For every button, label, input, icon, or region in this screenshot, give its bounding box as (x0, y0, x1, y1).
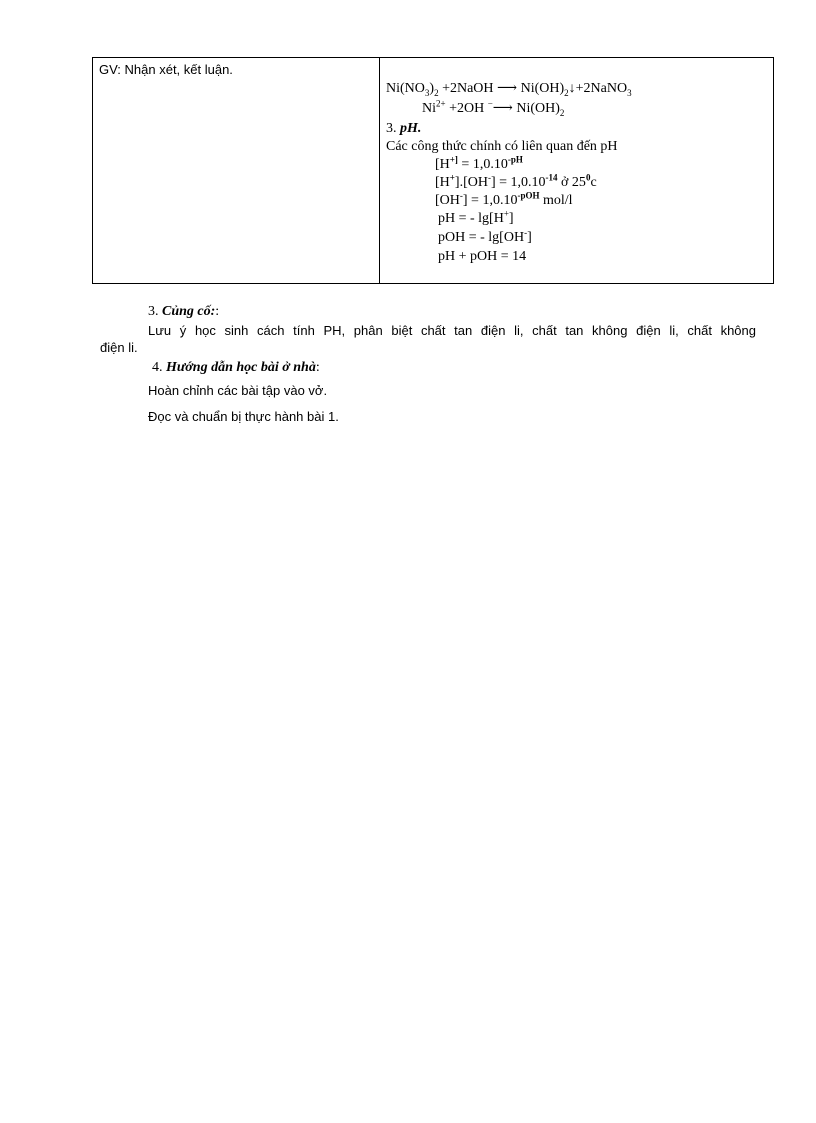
lesson-table (92, 57, 774, 284)
section-heading-consolidation: 3. Củng cố:: (148, 304, 220, 319)
reaction-arrow-icon: ⟶ (492, 101, 513, 116)
equation-ionic: $Ni^{2+} +2OH$ −⟶ $Ni(OH)_2$ (422, 98, 565, 118)
homework-item-1: Hoàn chỉnh các bài tập vào vở. (148, 383, 328, 398)
precipitate-arrow-icon: ↓ (568, 81, 576, 96)
section-heading-ph: 3. pH. (386, 121, 422, 136)
teacher-note: GV: Nhận xét, kết luận. (99, 62, 233, 77)
section-heading-homework: 4. Hướng dẫn học bài ở nhà: (152, 360, 320, 375)
consolidation-text-line1: Lưu ý học sinh cách tính PH, phân biệt chất tan điện li, chất tan không điện li, chất không (148, 323, 756, 338)
formula-poh: pOH = - lg[OH-] (438, 227, 532, 245)
formula-ph: pH = - lg[H+] (438, 208, 514, 226)
consolidation-text-line2: điện li. (100, 340, 138, 355)
content-cell (380, 58, 774, 284)
homework-item-2: Đọc và chuẩn bị thực hành bài 1. (148, 409, 339, 424)
formula-ph-sum: pH + pOH = 14 (438, 249, 527, 264)
table-row (93, 58, 774, 284)
formula-ion-product: $[H^+].[OH^-] = 1,0.10^{-14}$ ở $25^0c$ (435, 172, 597, 190)
teacher-activity-cell (93, 58, 380, 284)
formula-oh-concentration: $[OH^-] = 1,0.10^{-pOH}$ mol/l (435, 190, 573, 208)
formula-h-concentration: [$H^{+]} = 1,0.10^{-pH}$ (435, 154, 523, 172)
reaction-arrow-icon: ⟶ (497, 81, 518, 96)
equation-molecular: $Ni(NO_3)_2$ +2NaOH ⟶ $Ni(OH)_2↓+2NaNO_3$ (386, 81, 632, 98)
formulas-intro: Các công thức chính có liên quan đến pH (386, 139, 618, 154)
